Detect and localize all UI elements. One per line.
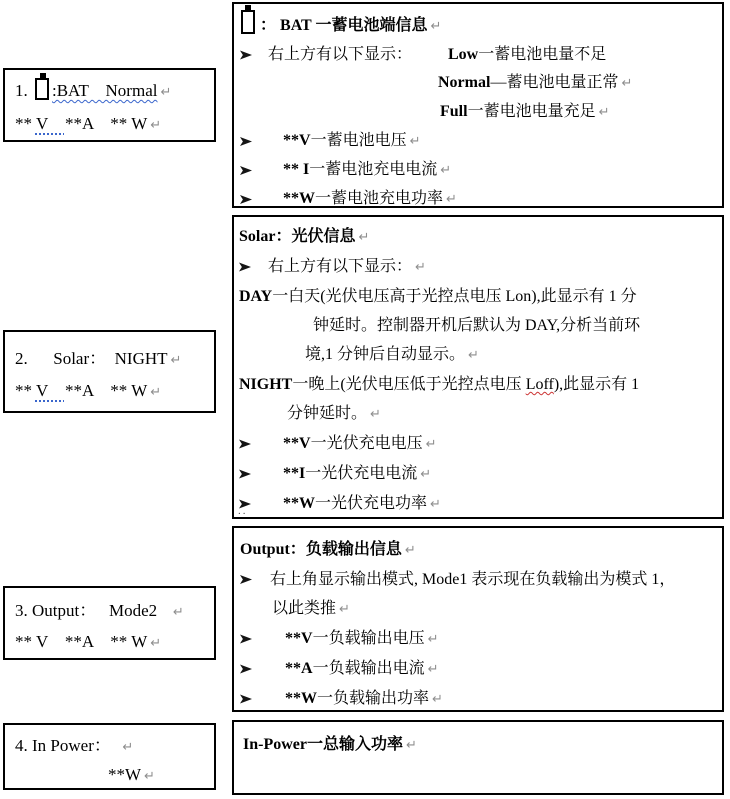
paragraph-return-icon: ↵ <box>150 118 162 133</box>
readings-prefix: ** <box>15 381 36 400</box>
paragraph-return-icon: ↵ <box>420 467 432 482</box>
arrow-bullet-icon <box>240 693 252 705</box>
paragraph-return-icon: ↵ <box>339 602 350 617</box>
paragraph-return-icon: ↵ <box>406 738 417 753</box>
arrow-bullet-icon <box>239 438 251 450</box>
paragraph-return-icon: ↵ <box>144 769 155 784</box>
paragraph-return-icon: ↵ <box>432 692 443 707</box>
screen-title: 3. Output： Mode2 <box>15 601 170 620</box>
bullet-display-options <box>239 252 714 282</box>
bullet-current <box>240 654 714 684</box>
arrow-bullet-icon <box>240 165 252 177</box>
paragraph-return-icon: ↵ <box>415 260 426 275</box>
arrow-bullet-icon <box>240 574 252 586</box>
bullet-desc: 一负载输出功率 <box>317 690 430 707</box>
bullet-key: **I <box>283 465 306 482</box>
bullet-desc: 一光伏充电功率 <box>315 495 428 512</box>
night-desc-line1 <box>239 370 714 399</box>
readings-volt: V <box>35 381 65 400</box>
day-text: 境,1 分钟后自动显示。 <box>305 346 466 363</box>
paragraph-return-icon: ↵ <box>150 385 162 400</box>
arrow-bullet-icon <box>240 194 252 206</box>
bullet-desc: 一光伏充电电流 <box>305 465 418 482</box>
arrow-bullet-icon <box>240 136 252 148</box>
readings-prefix: ** <box>15 114 36 133</box>
bullet-key: **W <box>283 190 315 207</box>
arrow-bullet-icon <box>239 468 251 480</box>
option-low <box>448 41 606 69</box>
inpower-title <box>243 731 714 760</box>
night-desc-line2 <box>239 399 714 429</box>
lcd2-readings <box>15 376 208 408</box>
bullet-current <box>239 459 714 489</box>
bullet-mode-line2 <box>240 594 714 624</box>
lcd4-line1 <box>15 732 208 761</box>
arrow-bullet-icon <box>239 261 251 273</box>
lcd-screen-example-1-bat <box>3 68 216 142</box>
bullet-desc: 一蓄电池电压 <box>310 132 407 149</box>
option-normal-key: Normal <box>438 74 491 91</box>
bullet-power <box>240 185 714 208</box>
paragraph-return-icon: ↵ <box>122 740 134 755</box>
bullet-current <box>240 156 714 185</box>
screen-number: 1. <box>15 81 32 100</box>
readings-watt: **W <box>108 765 142 784</box>
bat-info-panel <box>232 2 724 208</box>
paragraph-return-icon: ↵ <box>621 76 633 91</box>
night-text: ),此显示有 1 <box>553 376 640 393</box>
paragraph-return-icon: ↵ <box>427 632 439 647</box>
bullet-voltage <box>240 624 714 654</box>
screen-title: :BAT Normal <box>52 81 158 100</box>
solar-info-panel <box>232 215 724 519</box>
readings-rest: **A ** W <box>64 114 148 133</box>
output-info-panel <box>232 526 724 712</box>
day-desc-line1 <box>239 282 714 311</box>
readings-volt: V <box>35 114 65 133</box>
title-text: 光伏信息 <box>291 228 356 245</box>
lcd3-readings <box>15 627 208 658</box>
bullet-key: **W <box>285 690 317 707</box>
bullet-desc: 一蓄电池充电电流 <box>309 161 438 178</box>
night-text: 分钟延时。 <box>287 405 368 422</box>
bullet-mode-line1 <box>240 565 714 594</box>
bullet-text: 右上方有以下显示： <box>268 258 413 275</box>
battery-icon <box>35 78 49 100</box>
arrow-bullet-icon <box>240 633 252 645</box>
lcd-screen-example-2-solar <box>3 330 216 413</box>
paragraph-return-icon: ↵ <box>170 353 182 368</box>
lcd2-line1 <box>15 344 208 376</box>
night-text: 一晚上(光伏电压低于光控点电压 <box>292 376 526 393</box>
bullet-text: 以此类推 <box>272 600 337 617</box>
night-key: NIGHT <box>239 376 293 393</box>
bullet-key: **V <box>285 630 313 647</box>
day-key: DAY <box>239 288 273 305</box>
lcd1-readings <box>15 108 208 141</box>
bullet-key: **V <box>283 132 311 149</box>
paragraph-return-icon: ↵ <box>468 348 479 363</box>
paragraph-return-icon: ↵ <box>358 230 370 245</box>
screen-title: 2. Solar： NIGHT <box>15 349 168 368</box>
lcd3-line1 <box>15 596 208 627</box>
output-panel-title <box>240 535 714 565</box>
bat-panel-title <box>240 10 714 41</box>
option-normal-desc: —蓄电池电量正常 <box>490 74 619 91</box>
bullet-desc: 一负载输出电流 <box>312 660 425 677</box>
arrow-bullet-icon <box>240 49 252 61</box>
paragraph-return-icon: ↵ <box>172 605 184 620</box>
day-desc-line2 <box>239 311 714 340</box>
paragraph-return-icon: ↵ <box>427 662 439 677</box>
bullet-key: **A <box>285 660 313 677</box>
readings: ** V **A ** W <box>15 632 148 651</box>
option-full-desc: 一蓄电池电量充足 <box>467 103 596 120</box>
readings-rest: **A ** W <box>64 381 148 400</box>
battery-icon <box>241 10 255 34</box>
title-text: BAT 一蓄电池端信息 <box>280 17 428 34</box>
title-latin: Output： <box>240 541 306 558</box>
day-desc-line3 <box>239 340 714 370</box>
paragraph-return-icon: ↵ <box>430 497 441 512</box>
paragraph-return-icon: ↵ <box>370 407 381 422</box>
bullet-desc: 一负载输出电压 <box>312 630 425 647</box>
screen-title: 4. In Power： <box>15 736 120 755</box>
lcd1-line1 <box>15 75 208 108</box>
bullet-text: 右上方有以下显示： <box>268 46 413 63</box>
bullet-voltage <box>240 127 714 156</box>
paragraph-return-icon: ↵ <box>446 192 457 207</box>
title-colon: ： <box>260 17 281 34</box>
day-text: 钟延时。控制器开机后默认为 DAY,分析当前环 <box>313 317 641 334</box>
day-text: 一白天(光伏电压高于光控点电压 Lon),此显示有 1 分 <box>272 288 637 305</box>
option-low-desc: 一蓄电池电量不足 <box>478 46 607 63</box>
title-text: In-Power一总输入功率 <box>243 736 403 753</box>
paragraph-return-icon: ↵ <box>404 543 416 558</box>
bullet-key: ** I <box>283 161 310 178</box>
option-full-key: Full <box>440 103 468 120</box>
bullet-power <box>240 684 714 712</box>
bullet-voltage <box>239 429 714 459</box>
scan-artifact: .. <box>238 505 248 517</box>
lcd4-readings <box>15 761 208 790</box>
loff-term: Loff <box>525 376 554 393</box>
bullet-key: **W <box>283 495 315 512</box>
option-full <box>240 98 714 127</box>
bullet-power <box>239 489 714 519</box>
solar-panel-title <box>239 222 714 252</box>
paragraph-return-icon: ↵ <box>440 163 452 178</box>
bullet-text: 右上角显示输出模式, Mode1 表示现在负载输出为模式 1， <box>270 571 676 588</box>
paragraph-return-icon: ↵ <box>160 85 172 100</box>
title-text: 负载输出信息 <box>305 541 402 558</box>
paragraph-return-icon: ↵ <box>598 105 610 120</box>
title-latin: Solar： <box>239 228 292 245</box>
option-low-key: Low <box>448 46 479 63</box>
lcd-screen-example-3-output <box>3 586 216 660</box>
paragraph-return-icon: ↵ <box>425 437 437 452</box>
bullet-key: **V <box>283 435 311 452</box>
lcd-screen-example-4-inpower <box>3 723 216 790</box>
bullet-desc: 一光伏充电电压 <box>310 435 423 452</box>
paragraph-return-icon: ↵ <box>409 134 421 149</box>
paragraph-return-icon: ↵ <box>150 636 162 651</box>
option-normal <box>240 69 714 98</box>
bullet-desc: 一蓄电池充电功率 <box>315 190 444 207</box>
bullet-display-options <box>240 41 714 69</box>
inpower-info-panel <box>232 720 724 795</box>
paragraph-return-icon: ↵ <box>430 19 442 34</box>
arrow-bullet-icon <box>240 663 252 675</box>
